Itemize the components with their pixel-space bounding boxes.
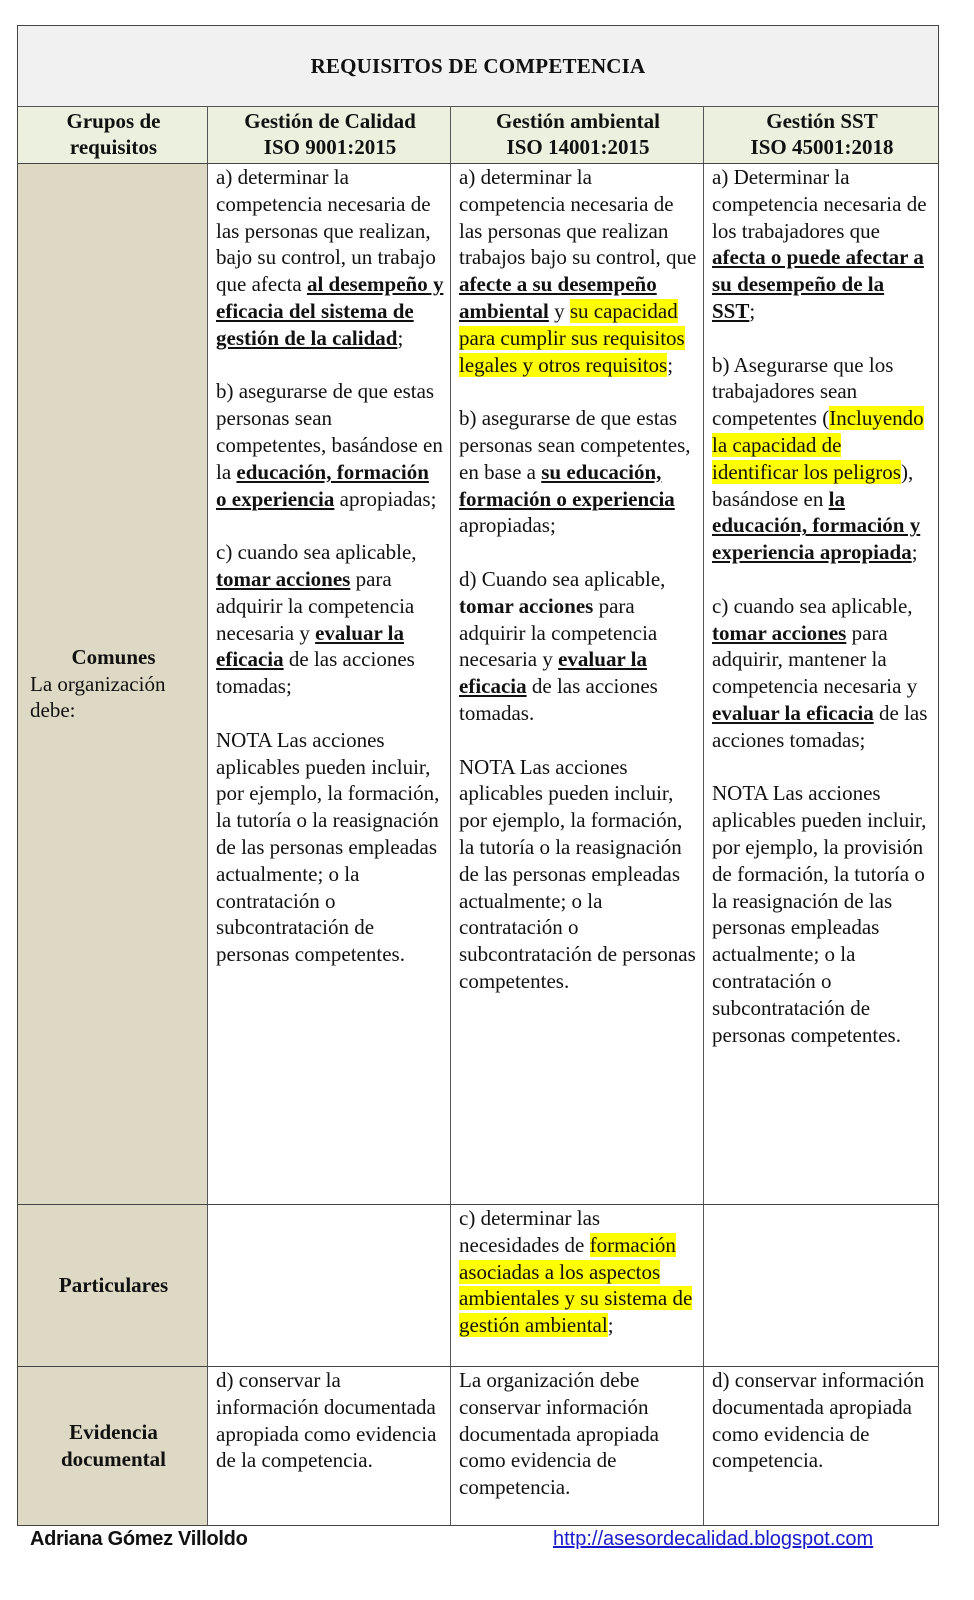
group-title: Particulares — [58, 1273, 169, 1298]
footer-author: Adriana Gómez Villoldo — [30, 1528, 248, 1550]
item-nota: NOTA Las acciones aplicables pueden incluir, por ejemplo, la formación, la tutoría o la reasignación de las personas empleadas actualmente; o la contratación o subcontratación de personas competentes. — [459, 754, 696, 993]
item-c: c) cuando sea aplicable, tomar acciones para adquirir la competencia necesaria y evaluar la eficacia de las acciones tomadas; — [216, 540, 417, 699]
header-line: Grupos de — [66, 109, 161, 133]
group-subtitle: La organización debe: — [30, 671, 166, 723]
header-line: ISO 45001:2018 — [750, 135, 894, 159]
cell-evidencia-ambiental: La organización debe conservar información documentada apropiada como evidencia de competencia. — [451, 1367, 704, 1525]
header-line: ISO 9001:2015 — [263, 135, 397, 159]
cell-comunes-calidad — [208, 164, 451, 1204]
group-particulares — [18, 1205, 208, 1366]
header-line: Gestión de Calidad — [244, 109, 416, 133]
cell-particulares-sst — [704, 1205, 938, 1366]
item-a: a) determinar la competencia necesaria de las personas que realizan, bajo su control, un trabajo que afecta al desempeño y eficacia del sistema de gestión de la calidad; — [216, 165, 444, 350]
row-particulares — [18, 1205, 938, 1367]
group-title: Comunes — [71, 644, 156, 669]
competence-requirements-table — [17, 25, 939, 1526]
header-line: Gestión SST — [766, 109, 878, 133]
header-row — [18, 107, 938, 164]
cell-evidencia-calidad: d) conservar la información documentada apropiada como evidencia de la competencia. — [208, 1367, 451, 1525]
cell-comunes-ambiental — [451, 164, 704, 1204]
footer-link[interactable]: http://asesordecalidad.blogspot.com — [553, 1528, 874, 1550]
group-comunes — [18, 164, 208, 1204]
item-b: b) asegurarse de que estas personas sean competentes, basándose en la educación, formación o experiencia apropiadas; — [216, 379, 443, 511]
header-line: ISO 14001:2015 — [506, 135, 650, 159]
header-sst — [704, 107, 938, 163]
header-ambiental — [451, 107, 704, 163]
cell-evidencia-sst: d) conservar información documentada apropiada como evidencia de competencia. — [712, 1368, 925, 1473]
cell-particulares-ambiental — [451, 1205, 704, 1366]
row-evidencia — [18, 1367, 938, 1525]
cell-comunes-sst — [704, 164, 938, 1204]
item-nota: NOTA Las acciones aplicables pueden incluir, por ejemplo, la provisión de formación, la tutoría o la reasignación de las personas empleadas actualmente; o la contratación o subcontratación de personas competentes. — [712, 781, 927, 1047]
item-b: b) asegurarse de que estas personas sean competentes, en base a su educación, formación o experiencia apropiadas; — [459, 406, 691, 538]
group-evidencia — [18, 1367, 208, 1525]
header-calidad — [208, 107, 451, 163]
item-a: a) Determinar la competencia necesaria de los trabajadores que afecta o puede afectar a su desempeño de la SST; — [712, 165, 927, 323]
item-c: c) determinar las necesidades de formación asociadas a los aspectos ambientales y su sistema de gestión ambiental; — [459, 1206, 693, 1338]
item-d: d) Cuando sea aplicable, tomar acciones para adquirir la competencia necesaria y evaluar la eficacia de las acciones tomadas. — [459, 566, 666, 725]
header-line: Gestión ambiental — [496, 109, 660, 133]
header-line: requisitos — [69, 135, 158, 159]
table-title: REQUISITOS DE COMPETENCIA — [18, 26, 938, 107]
group-title: Evidencia documental — [61, 1420, 166, 1471]
item-b: b) Asegurarse que los trabajadores sean competentes (Incluyendo la capacidad de identificar los peligros), basándose en la educación, formación y experiencia apropiada; — [712, 352, 924, 565]
item-c: c) cuando sea aplicable, tomar acciones para adquirir, mantener la competencia necesaria y evaluar la eficacia de las acciones tomadas; — [712, 593, 928, 752]
row-comunes — [18, 164, 938, 1205]
header-groups — [18, 107, 208, 163]
cell-particulares-calidad — [208, 1205, 451, 1366]
item-nota: NOTA Las acciones aplicables pueden incluir, por ejemplo, la formación, la tutoría o la reasignación de las personas empleadas actualmente; o la contratación o subcontratación de personas competentes. — [216, 727, 440, 967]
item-a: a) determinar la competencia necesaria de las personas que realizan trabajos bajo su control, que afecte a su desempeño ambiental y su capacidad para cumplir sus requisitos legales y otros requisitos; — [459, 165, 697, 377]
